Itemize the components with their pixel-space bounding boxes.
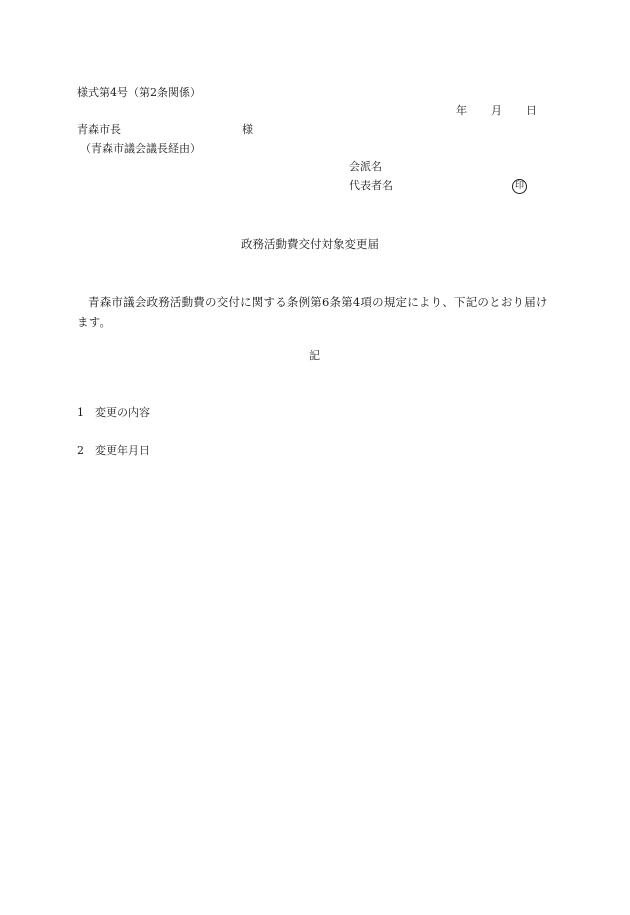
representative-name-label: 代表者名 bbox=[349, 179, 393, 192]
form-label: 様式第4号（第2条関係） bbox=[77, 86, 201, 99]
item-number: 2 bbox=[77, 444, 84, 457]
year-label: 年 bbox=[456, 104, 467, 117]
list-item bbox=[77, 444, 150, 458]
addressee-name: 青森市長 bbox=[77, 123, 121, 136]
document-title: 政務活動費交付対象変更届 bbox=[241, 237, 379, 251]
ki-heading: 記 bbox=[309, 349, 320, 362]
seal-icon: 印 bbox=[512, 179, 527, 194]
seal-mark bbox=[512, 178, 527, 194]
day-label: 日 bbox=[526, 104, 537, 117]
item-label: 変更年月日 bbox=[95, 444, 150, 457]
month-label: 月 bbox=[491, 104, 502, 117]
body-paragraph: 青森市議会政務活動費の交付に関する条例第6条第4項の規定により、下記のとおり届けます。 bbox=[77, 295, 548, 329]
addressee-honorific: 様 bbox=[242, 123, 253, 136]
item-label: 変更の内容 bbox=[95, 406, 150, 419]
list-item bbox=[77, 406, 150, 420]
addressee-via: （青森市議会議長経由） bbox=[80, 142, 201, 155]
item-number: 1 bbox=[77, 406, 84, 419]
faction-name-label: 会派名 bbox=[349, 160, 382, 173]
date-line bbox=[456, 104, 537, 118]
